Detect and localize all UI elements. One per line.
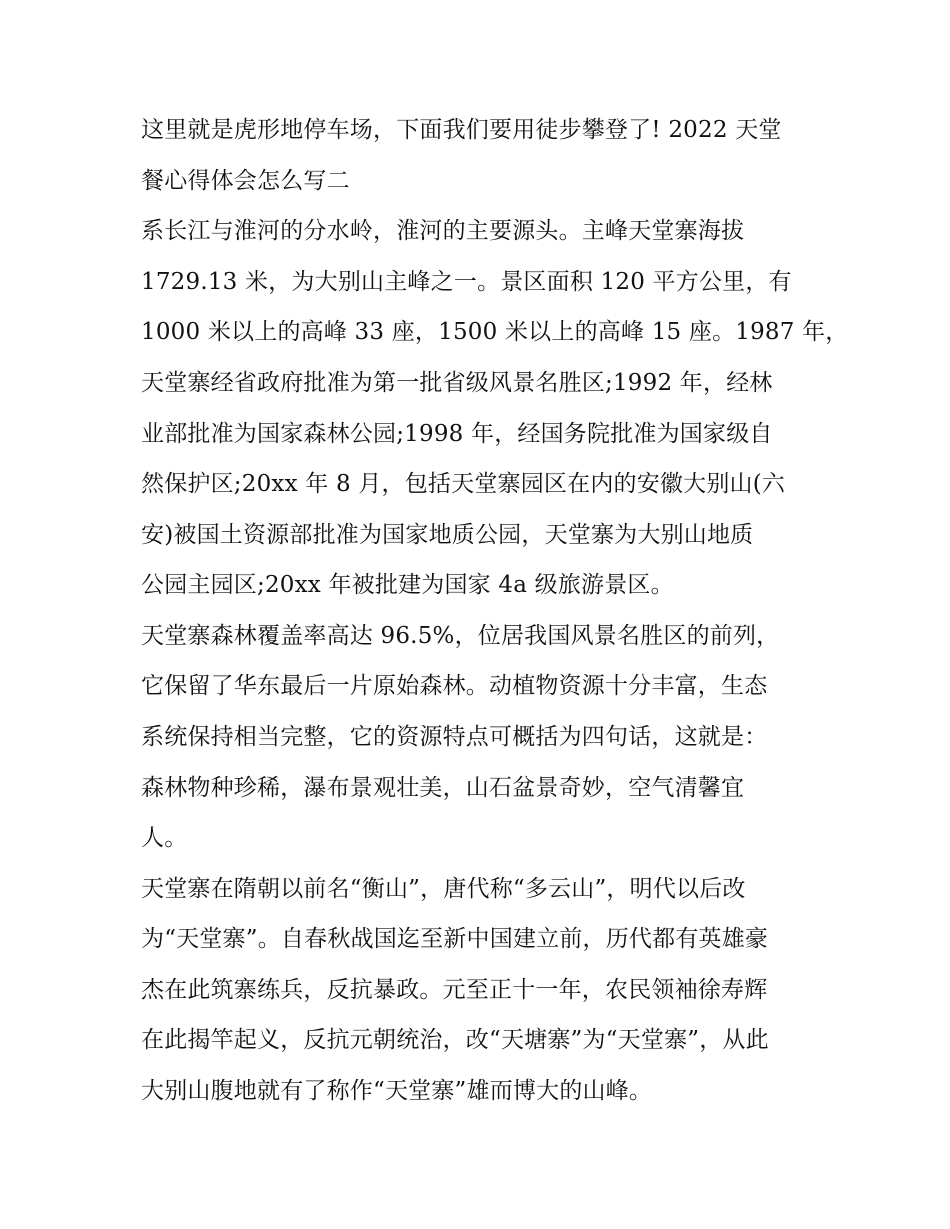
text-line: 安)被国土资源部批准为国家地质公园，天堂寨为大别山地质 xyxy=(141,522,754,548)
text-line: 1000 米以上的高峰 33 座，1500 米以上的高峰 15 座。1987 年， xyxy=(141,319,849,345)
text-line: 天堂寨经省政府批准为第一批省级风景名胜区;1992 年，经林 xyxy=(141,370,773,396)
text-line: 公园主园区;20xx 年被批建为国家 4a 级旅游景区。 xyxy=(141,572,674,598)
text-line: 天堂寨森林覆盖率高达 96.5%，位居我国风景名胜区的前列， xyxy=(141,623,780,649)
text-line: 人。 xyxy=(141,825,188,851)
text-line: 在此揭竿起义，反抗元朝统治，改“天塘寨”为“天堂寨”，从此 xyxy=(141,1027,769,1053)
text-line: 餐心得体会怎么写二 xyxy=(141,168,350,194)
text-line: 杰在此筑寨练兵，反抗暴政。元至正十一年，农民领袖徐寿辉 xyxy=(141,977,768,1003)
text-line: 这里就是虎形地停车场，下面我们要用徒步攀登了! 2022 天堂 xyxy=(141,117,782,143)
text-line: 然保护区;20xx 年 8 月，包括天堂寨园区在内的安徽大别山(六 xyxy=(141,471,786,497)
text-line: 森林物种珍稀，瀑布景观壮美，山石盆景奇妙，空气清馨宜 xyxy=(141,775,745,801)
text-line: 系长江与淮河的分水岭，淮河的主要源头。主峰天堂寨海拔 xyxy=(141,218,745,244)
text-line: 为“天堂寨”。自春秋战国迄至新中国建立前，历代都有英雄豪 xyxy=(141,926,769,952)
text-line: 它保留了华东最后一片原始森林。动植物资源十分丰富，生态 xyxy=(141,673,768,699)
text-line: 业部批准为国家森林公园;1998 年，经国务院批准为国家级自 xyxy=(141,421,773,447)
text-line: 天堂寨在隋朝以前名“衡山”，唐代称“多云山”，明代以后改 xyxy=(141,876,746,902)
text-line: 1729.13 米，为大别山主峰之一。景区面积 120 平方公里，有 xyxy=(141,269,792,295)
text-line: 系统保持相当完整，它的资源特点可概括为四句话，这就是： xyxy=(141,724,768,750)
text-line: 大别山腹地就有了称作“天堂寨”雄而博大的山峰。 xyxy=(141,1078,653,1104)
